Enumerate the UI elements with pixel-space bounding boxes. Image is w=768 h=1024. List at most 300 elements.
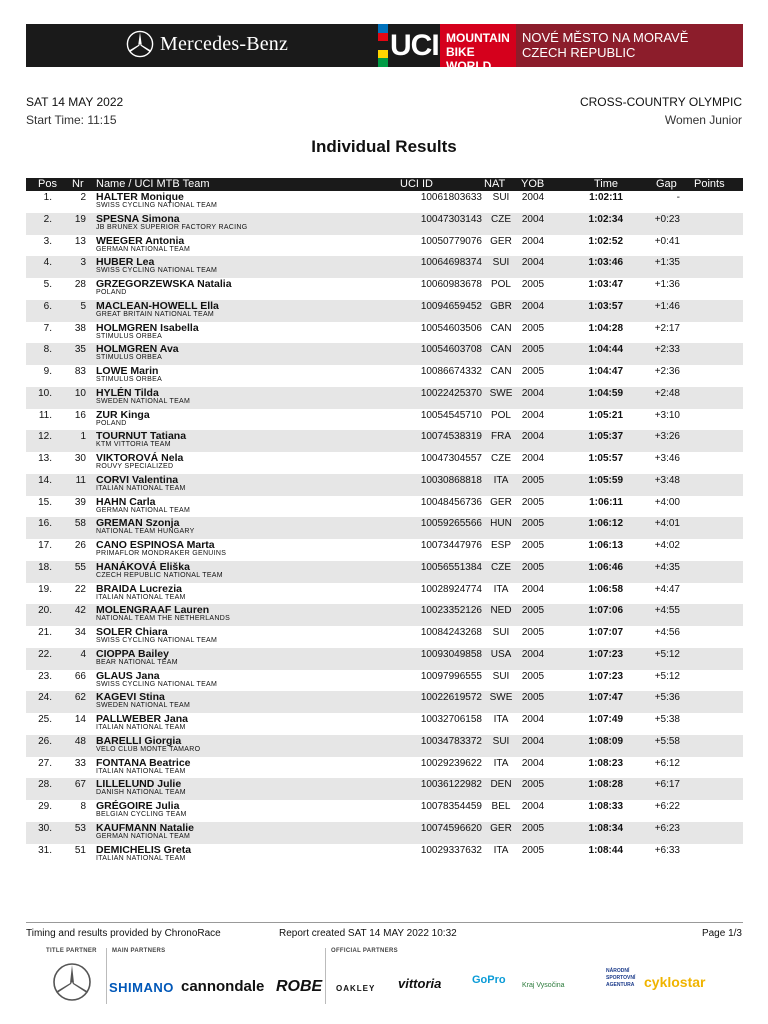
time-gap: +4:01: [654, 518, 680, 530]
uci-world-cup-logo: [378, 24, 743, 87]
bib-number: 66: [74, 670, 86, 682]
rider-name: TOURNUT Tatiana: [96, 430, 187, 443]
nationality: POL: [490, 409, 511, 421]
bib-number: 55: [74, 561, 86, 573]
rider-name: ZUR Kinga: [96, 408, 150, 421]
year-of-birth: 2005: [521, 692, 545, 704]
team-name: SWISS CYCLING NATIONAL TEAM: [96, 202, 218, 209]
table-row: [26, 387, 743, 409]
event-category: Women Junior: [664, 113, 742, 127]
gopro-logo: GoPro: [472, 974, 506, 986]
year-of-birth: 2004: [521, 583, 545, 595]
team-name: POLAND: [96, 419, 127, 427]
pos-cell: 14.: [38, 474, 52, 486]
team-name: SWISS CYCLING NATIONAL TEAM: [96, 267, 218, 275]
nationality: SUI: [492, 257, 510, 269]
year-of-birth: 2005: [521, 279, 545, 290]
pos-cell: 12.: [38, 431, 52, 443]
header-time: Time: [594, 178, 619, 190]
team-name: SWEDEN NATIONAL TEAM: [96, 397, 191, 405]
finish-time: 1:05:57: [588, 453, 623, 464]
rider-name: WEEGER Antonia: [96, 234, 185, 247]
team-name: KTM VITTORIA TEAM: [96, 441, 171, 449]
rider-name: BARELLI Giorgia: [96, 734, 182, 747]
table-row: [26, 496, 743, 518]
uci-id: 10073447976: [420, 540, 482, 551]
year-of-birth: 2004: [521, 801, 545, 812]
pos-cell: 10.: [38, 387, 52, 399]
time-gap: +6:33: [654, 844, 680, 856]
time-gap: -: [676, 192, 680, 203]
table-row: [26, 474, 743, 496]
time-gap: +1:35: [654, 257, 680, 269]
nationality: SUI: [492, 735, 510, 747]
team-name: CZECH REPUBLIC NATIONAL TEAM: [96, 571, 223, 579]
pos-cell: 3.: [43, 235, 52, 247]
team-name: GERMAN NATIONAL TEAM: [96, 832, 191, 840]
pos-cell: 1.: [43, 192, 52, 203]
rider-name: CIOPPA Bailey: [96, 647, 169, 660]
time-gap: +4:02: [654, 540, 680, 551]
rider-name: BRAIDA Lucrezia: [96, 582, 182, 595]
year-of-birth: 2005: [521, 322, 545, 334]
year-of-birth: 2004: [521, 387, 545, 399]
table-row: [26, 604, 743, 626]
pos-cell: 25.: [38, 714, 52, 725]
table-row: [26, 452, 743, 474]
nationality: SUI: [492, 627, 510, 638]
time-gap: +5:58: [654, 735, 680, 747]
team-name: DANISH NATIONAL TEAM: [96, 789, 186, 797]
pos-cell: 31.: [38, 844, 52, 856]
start-time: Start Time: 11:15: [26, 113, 117, 127]
table-row: [26, 300, 743, 322]
time-gap: +3:10: [654, 409, 680, 421]
bib-number: 14: [74, 714, 86, 725]
table-row: [26, 343, 743, 365]
robe-logo: ROBE: [276, 978, 323, 995]
pos-cell: 22.: [38, 648, 52, 660]
time-gap: +0:23: [654, 213, 680, 225]
nationality: ITA: [493, 844, 509, 856]
finish-time: 1:08:33: [588, 801, 623, 812]
finish-time: 1:05:59: [588, 474, 623, 486]
header-name: Name / UCI MTB Team: [96, 178, 210, 190]
year-of-birth: 2005: [521, 627, 545, 638]
time-gap: +4:55: [654, 605, 680, 617]
table-row: [26, 648, 743, 670]
team-name: BELGIAN CYCLING TEAM: [96, 811, 187, 818]
header-pos: Pos: [38, 178, 57, 190]
time-gap: +5:12: [654, 648, 680, 660]
world-cup-label: [440, 24, 516, 87]
team-name: NATIONAL TEAM THE NETHERLANDS: [96, 615, 231, 623]
team-name: ITALIAN NATIONAL TEAM: [96, 593, 186, 601]
pos-cell: 16.: [38, 518, 52, 530]
time-gap: +4:35: [654, 561, 680, 573]
uci-id: 10022619572: [420, 692, 482, 704]
finish-time: 1:04:44: [588, 344, 623, 356]
bib-number: 22: [74, 583, 86, 595]
uci-id: 10036122982: [420, 779, 482, 791]
uci-id: 10097996555: [420, 670, 482, 682]
finish-time: 1:04:59: [588, 387, 623, 399]
header-nr: Nr: [72, 178, 84, 190]
finish-time: 1:05:37: [588, 431, 623, 443]
finish-time: 1:05:21: [588, 409, 623, 421]
nationality: GER: [490, 496, 512, 508]
uci-id: 10048456736: [420, 496, 482, 508]
location-line-1: NOVÉ MĚSTO NA MORAVĚ: [522, 30, 689, 45]
time-gap: +4:00: [654, 496, 680, 508]
series-line-1: MOUNTAIN BIKE: [446, 31, 510, 59]
pos-cell: 24.: [38, 692, 52, 704]
header-yob: YOB: [521, 178, 545, 190]
table-row: [26, 213, 743, 235]
table-row: [26, 626, 743, 648]
team-name: STIMULUS ORBEA: [96, 376, 163, 383]
time-gap: +4:56: [654, 627, 680, 638]
rider-name: CANO ESPINOSA Marta: [96, 539, 215, 551]
year-of-birth: 2004: [521, 757, 545, 769]
bib-number: 42: [74, 605, 86, 617]
pos-cell: 15.: [38, 496, 52, 508]
series-line-2: WORLD CUP: [446, 59, 492, 87]
rider-name: GLAUS Jana: [96, 669, 160, 682]
pos-cell: 6.: [43, 300, 52, 312]
pos-cell: 8.: [43, 344, 52, 356]
time-gap: +3:46: [654, 453, 680, 464]
year-of-birth: 2004: [521, 300, 545, 312]
pos-cell: 26.: [38, 735, 52, 747]
finish-time: 1:04:47: [588, 366, 623, 377]
rider-name: LILLELUND Julie: [96, 778, 182, 791]
uci-id: 10093049858: [420, 648, 482, 660]
rider-name: GREMAN Szonja: [96, 517, 180, 530]
nationality: CZE: [491, 453, 511, 464]
event-discipline: CROSS-COUNTRY OLYMPIC: [579, 95, 742, 109]
finish-time: 1:02:11: [589, 192, 623, 203]
year-of-birth: 2005: [521, 605, 545, 617]
uci-id: 10060983678: [420, 279, 482, 290]
pos-cell: 17.: [38, 540, 52, 551]
finish-time: 1:08:23: [588, 757, 623, 769]
mercedes-wordmark: Mercedes-Benz: [160, 32, 289, 55]
bib-number: 51: [74, 844, 86, 856]
pos-cell: 4.: [43, 257, 52, 269]
pos-cell: 21.: [38, 627, 52, 638]
rider-name: SPESNA Simona: [96, 212, 180, 225]
table-row: [26, 409, 743, 431]
rider-name: GRÉGOIRE Julia: [96, 800, 180, 812]
nationality: NED: [490, 605, 512, 617]
finish-time: 1:08:28: [588, 779, 623, 791]
uci-id: 10029337632: [420, 844, 482, 856]
pos-cell: 13.: [38, 453, 52, 464]
nationality: CAN: [490, 344, 512, 356]
finish-time: 1:08:44: [588, 844, 623, 856]
nationality: GER: [490, 822, 512, 834]
partners-strip: [26, 944, 743, 1014]
year-of-birth: 2005: [521, 496, 545, 508]
year-of-birth: 2004: [521, 648, 545, 660]
bib-number: 10: [74, 387, 86, 399]
rider-name: MOLENGRAAF Lauren: [96, 604, 210, 617]
time-gap: +0:41: [654, 235, 680, 247]
team-name: STIMULUS ORBEA: [96, 354, 163, 362]
uci-id: 10084243268: [420, 627, 482, 638]
finish-time: 1:06:12: [588, 518, 623, 530]
nationality: SUI: [492, 192, 510, 203]
time-gap: +2:36: [654, 366, 680, 377]
team-name: SWEDEN NATIONAL TEAM: [96, 702, 191, 710]
time-gap: +6:23: [654, 822, 680, 834]
nationality: FRA: [491, 431, 511, 443]
team-name: VELO CLUB MONTE TAMARO: [96, 745, 201, 753]
finish-time: 1:03:57: [588, 300, 623, 312]
nationality: SWE: [489, 692, 513, 704]
kraj-vysocina-logo: Kraj Vysočina: [522, 982, 565, 989]
bib-number: 5: [80, 300, 86, 312]
finish-time: 1:06:58: [588, 583, 623, 595]
time-gap: +5:38: [654, 714, 680, 725]
bib-number: 13: [74, 235, 86, 247]
nationality: ESP: [490, 540, 511, 551]
rider-name: HOLMGREN Ava: [96, 343, 179, 356]
pos-cell: 19.: [38, 583, 52, 595]
header-gap: Gap: [656, 178, 677, 190]
team-name: ITALIAN NATIONAL TEAM: [96, 724, 186, 731]
team-name: GERMAN NATIONAL TEAM: [96, 506, 191, 514]
time-gap: +3:26: [654, 431, 680, 443]
bib-number: 4: [80, 648, 86, 660]
pos-cell: 2.: [43, 213, 52, 225]
bib-number: 35: [74, 344, 86, 356]
bib-number: 30: [74, 453, 86, 464]
time-gap: +5:36: [654, 692, 680, 704]
pos-cell: 28.: [38, 779, 52, 791]
time-gap: +2:33: [654, 344, 680, 356]
pos-cell: 29.: [38, 801, 52, 812]
finish-time: 1:02:34: [588, 213, 623, 225]
time-gap: +5:12: [654, 670, 680, 682]
year-of-birth: 2005: [521, 540, 545, 551]
year-of-birth: 2005: [521, 779, 545, 791]
uci-id: 10028924774: [420, 583, 482, 595]
uci-id: 10078354459: [420, 801, 482, 812]
finish-time: 1:07:23: [588, 670, 623, 682]
rider-name: CORVI Valentina: [96, 473, 179, 486]
time-gap: +2:48: [654, 387, 680, 399]
results-table-body: [26, 191, 743, 865]
location-label: [516, 24, 743, 67]
table-row: [26, 713, 743, 735]
bib-number: 26: [74, 540, 86, 551]
finish-time: 1:07:23: [588, 648, 623, 660]
team-name: GERMAN NATIONAL TEAM: [96, 245, 191, 253]
table-row: [26, 561, 743, 583]
team-name: STIMULUS ORBEA: [96, 332, 163, 340]
team-name: SWISS CYCLING NATIONAL TEAM: [96, 680, 218, 688]
year-of-birth: 2004: [521, 235, 545, 247]
team-name: JB BRUNEX SUPERIOR FACTORY RACING: [96, 223, 248, 231]
nationality: POL: [490, 279, 511, 290]
mercedes-star-icon: [126, 30, 154, 58]
bib-number: 38: [74, 322, 86, 334]
main-partners-label: MAIN PARTNERS: [112, 948, 166, 954]
year-of-birth: 2004: [521, 714, 545, 725]
year-of-birth: 2005: [521, 366, 545, 377]
nationality: ITA: [493, 583, 509, 595]
uci-id: 10059265566: [420, 518, 482, 530]
year-of-birth: 2005: [521, 844, 545, 856]
nationality: ITA: [493, 757, 509, 769]
rider-name: KAUFMANN Natalie: [96, 821, 195, 834]
nationality: GER: [490, 235, 512, 247]
bib-number: 1: [80, 431, 86, 443]
time-gap: +6:12: [654, 757, 680, 769]
finish-time: 1:08:34: [588, 822, 623, 834]
bib-number: 3: [80, 257, 86, 269]
nationality: SUI: [492, 670, 510, 682]
finish-time: 1:03:47: [588, 279, 623, 290]
rider-name: SOLER Chiara: [96, 626, 168, 638]
uci-wordmark: UCI: [388, 24, 440, 67]
rider-name: GRZEGORZEWSKA Natalia: [96, 278, 232, 290]
uci-id: 10054545710: [420, 409, 482, 421]
table-row: [26, 430, 743, 452]
uci-id: 10022425370: [420, 387, 482, 399]
header-nat: NAT: [484, 178, 506, 190]
year-of-birth: 2004: [521, 431, 545, 443]
uci-id: 10023352126: [420, 605, 482, 617]
time-gap: +6:17: [654, 779, 680, 791]
rider-name: VIKTOROVÁ Nela: [96, 452, 184, 464]
bib-number: 48: [74, 735, 86, 747]
finish-time: 1:06:46: [588, 561, 623, 573]
pos-cell: 18.: [38, 561, 52, 573]
team-name: POLAND: [96, 289, 127, 296]
bib-number: 62: [74, 692, 86, 704]
finish-time: 1:06:11: [589, 496, 623, 508]
nationality: ITA: [493, 714, 509, 725]
official-partners-label: OFFICIAL PARTNERS: [331, 948, 398, 954]
time-gap: +4:47: [654, 583, 680, 595]
bib-number: 58: [74, 518, 86, 530]
year-of-birth: 2005: [521, 822, 545, 834]
timing-credit: Timing and results provided by ChronoRace: [26, 928, 221, 939]
uci-id: 10047304557: [420, 453, 482, 464]
partner-separator: [106, 948, 107, 1004]
time-gap: +3:48: [654, 474, 680, 486]
table-row: [26, 735, 743, 757]
nationality: SWE: [489, 387, 513, 399]
year-of-birth: 2005: [521, 344, 545, 356]
table-row: [26, 691, 743, 713]
uci-id: 10074538319: [420, 431, 482, 443]
nationality: HUN: [490, 518, 512, 530]
rider-name: PALLWEBER Jana: [96, 713, 188, 725]
team-name: PRIMAFLOR MONDRAKER GENUINS: [96, 550, 227, 557]
location-line-2: CZECH REPUBLIC: [522, 45, 636, 60]
uci-id: 10032706158: [420, 714, 482, 725]
mercedes-star-icon: [52, 962, 92, 1002]
mercedes-logo: [126, 30, 288, 58]
report-created: Report created SAT 14 MAY 2022 10:32: [279, 928, 457, 939]
rider-name: MACLEAN-HOWELL Ella: [96, 299, 219, 312]
bib-number: 8: [80, 801, 86, 812]
nationality: CAN: [490, 366, 512, 377]
team-name: ITALIAN NATIONAL TEAM: [96, 854, 186, 862]
year-of-birth: 2005: [521, 670, 545, 682]
rider-name: FONTANA Beatrice: [96, 756, 191, 769]
team-name: GREAT BRITAIN NATIONAL TEAM: [96, 310, 215, 318]
bib-number: 83: [74, 366, 86, 377]
nationality: ITA: [493, 474, 509, 486]
table-row: [26, 778, 743, 800]
bib-number: 67: [74, 779, 86, 791]
bib-number: 16: [74, 409, 86, 421]
table-row: [26, 517, 743, 539]
pos-cell: 23.: [38, 670, 52, 682]
page-number: Page 1/3: [701, 928, 742, 939]
header-banner: [26, 24, 743, 87]
rider-name: KAGEVI Stina: [96, 691, 165, 704]
time-gap: +1:46: [654, 300, 680, 312]
table-row: [26, 278, 743, 300]
uci-rainbow-stripes: [378, 24, 388, 67]
pos-cell: 7.: [43, 322, 52, 334]
pos-cell: 5.: [43, 279, 52, 290]
team-name: ITALIAN NATIONAL TEAM: [96, 767, 186, 775]
page-title: Individual Results: [311, 137, 457, 156]
year-of-birth: 2004: [521, 409, 545, 421]
rider-name: DEMICHELIS Greta: [96, 843, 192, 856]
pos-cell: 9.: [43, 366, 52, 377]
header-points: Points: [694, 178, 725, 190]
header-uci-id: UCI ID: [400, 178, 433, 190]
uci-id: 10030868818: [420, 474, 482, 486]
finish-time: 1:07:07: [588, 627, 623, 638]
table-row: [26, 365, 743, 387]
bib-number: 11: [75, 474, 86, 486]
uci-id: 10054603506: [420, 322, 482, 334]
table-row: [26, 583, 743, 605]
uci-id: 10050779076: [420, 235, 482, 247]
team-name: SWISS CYCLING NATIONAL TEAM: [96, 637, 218, 644]
cyklostar-logo: cyklostar: [644, 974, 706, 990]
title-partner-label: TITLE PARTNER: [46, 948, 97, 954]
uci-id: 10047303143: [420, 213, 482, 225]
bib-number: 34: [74, 627, 86, 638]
bib-number: 28: [74, 279, 86, 290]
finish-time: 1:07:47: [588, 692, 623, 704]
time-gap: +2:17: [654, 322, 680, 334]
rider-name: HALTER Monique: [96, 191, 184, 203]
uci-id: 10086674332: [420, 366, 482, 377]
team-name: ROUVY SPECIALIZED: [96, 463, 174, 470]
pos-cell: 30.: [38, 822, 52, 834]
time-gap: +1:36: [654, 279, 680, 290]
footer-divider: [26, 922, 743, 923]
partner-separator: [325, 948, 326, 1004]
nationality: CAN: [490, 322, 512, 334]
finish-time: 1:06:13: [588, 540, 623, 551]
team-name: NATIONAL TEAM HUNGARY: [96, 528, 195, 536]
bib-number: 19: [74, 213, 86, 225]
bib-number: 2: [80, 192, 86, 203]
year-of-birth: 2005: [521, 474, 545, 486]
